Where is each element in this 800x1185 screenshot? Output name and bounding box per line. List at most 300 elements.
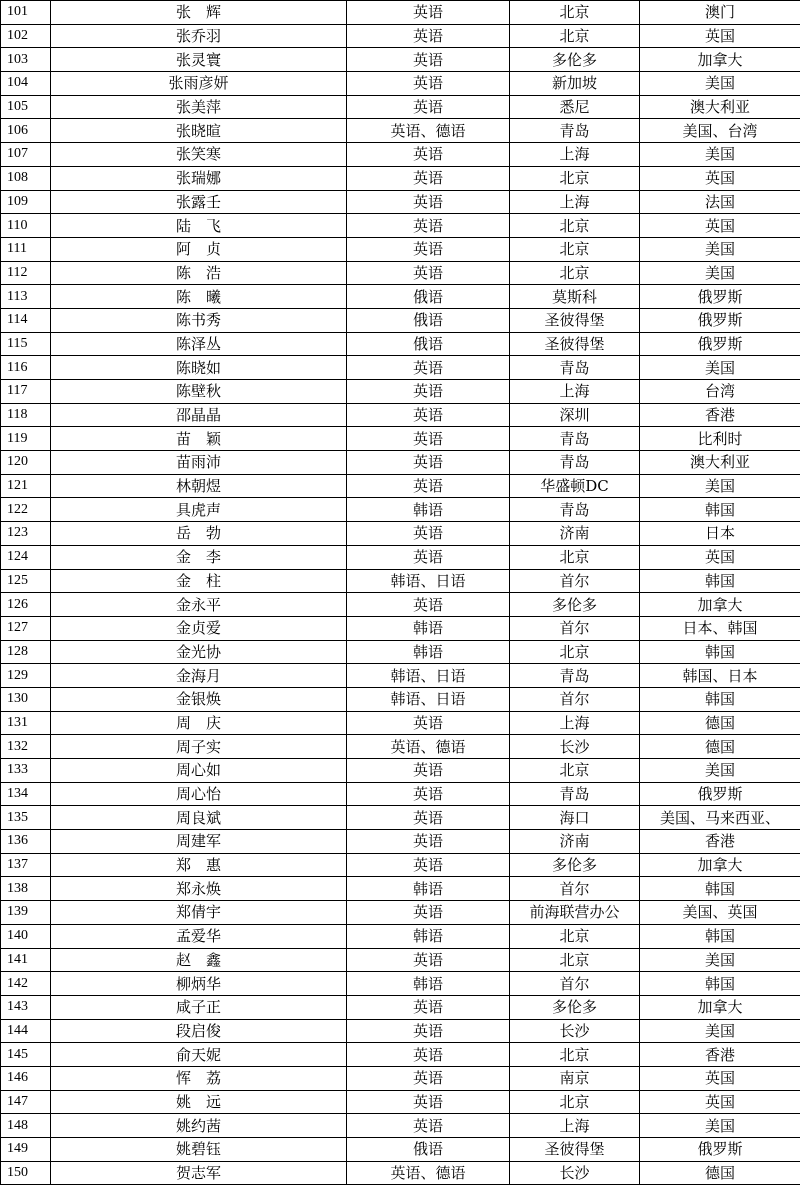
countries-cell: 美国 bbox=[640, 356, 800, 380]
city-cell: 济南 bbox=[510, 522, 640, 546]
row-number-cell: 130 bbox=[1, 687, 51, 711]
city-cell: 青岛 bbox=[510, 427, 640, 451]
languages-cell: 英语 bbox=[347, 1066, 510, 1090]
city-cell: 青岛 bbox=[510, 451, 640, 475]
languages-cell: 英语 bbox=[347, 853, 510, 877]
city-cell: 圣彼得堡 bbox=[510, 332, 640, 356]
countries-cell: 英国 bbox=[640, 1066, 800, 1090]
row-number-cell: 116 bbox=[1, 356, 51, 380]
languages-cell: 韩语、日语 bbox=[347, 687, 510, 711]
languages-cell: 英语 bbox=[347, 474, 510, 498]
row-number-cell: 102 bbox=[1, 24, 51, 48]
person-name-cell: 恽 荔 bbox=[51, 1066, 347, 1090]
languages-cell: 英语 bbox=[347, 948, 510, 972]
languages-cell: 韩语 bbox=[347, 640, 510, 664]
person-name-cell: 陈壁秋 bbox=[51, 380, 347, 404]
table-row bbox=[1, 569, 800, 593]
countries-cell: 韩国 bbox=[640, 877, 800, 901]
row-number-cell: 143 bbox=[1, 995, 51, 1019]
table-row bbox=[1, 1114, 800, 1138]
person-name-cell: 张 辉 bbox=[51, 1, 347, 25]
table-row bbox=[1, 687, 800, 711]
table-row bbox=[1, 1138, 800, 1162]
person-name-cell: 周建军 bbox=[51, 830, 347, 854]
row-number-cell: 127 bbox=[1, 616, 51, 640]
person-name-cell: 郑永焕 bbox=[51, 877, 347, 901]
languages-cell: 英语、德语 bbox=[347, 1161, 510, 1185]
row-number-cell: 122 bbox=[1, 498, 51, 522]
row-number-cell: 145 bbox=[1, 1043, 51, 1067]
row-number-cell: 147 bbox=[1, 1090, 51, 1114]
countries-cell: 美国 bbox=[640, 1019, 800, 1043]
countries-cell: 加拿大 bbox=[640, 48, 800, 72]
countries-cell: 俄罗斯 bbox=[640, 285, 800, 309]
table-row bbox=[1, 308, 800, 332]
person-name-cell: 具虎声 bbox=[51, 498, 347, 522]
table-row bbox=[1, 237, 800, 261]
languages-cell: 韩语 bbox=[347, 498, 510, 522]
row-number-cell: 150 bbox=[1, 1161, 51, 1185]
row-number-cell: 119 bbox=[1, 427, 51, 451]
countries-cell: 德国 bbox=[640, 711, 800, 735]
city-cell: 深圳 bbox=[510, 403, 640, 427]
languages-cell: 英语 bbox=[347, 427, 510, 451]
countries-cell: 俄罗斯 bbox=[640, 308, 800, 332]
row-number-cell: 142 bbox=[1, 972, 51, 996]
city-cell: 首尔 bbox=[510, 569, 640, 593]
city-cell: 北京 bbox=[510, 214, 640, 238]
person-name-cell: 邵晶晶 bbox=[51, 403, 347, 427]
table-row bbox=[1, 95, 800, 119]
city-cell: 北京 bbox=[510, 1043, 640, 1067]
roster-body bbox=[1, 1, 800, 1185]
countries-cell: 美国、马来西亚、 bbox=[640, 806, 800, 830]
city-cell: 青岛 bbox=[510, 119, 640, 143]
table-row bbox=[1, 1043, 800, 1067]
countries-cell: 美国 bbox=[640, 759, 800, 783]
city-cell: 多伦多 bbox=[510, 995, 640, 1019]
row-number-cell: 133 bbox=[1, 759, 51, 783]
countries-cell: 加拿大 bbox=[640, 593, 800, 617]
person-name-cell: 张灵寰 bbox=[51, 48, 347, 72]
table-row bbox=[1, 735, 800, 759]
row-number-cell: 109 bbox=[1, 190, 51, 214]
languages-cell: 俄语 bbox=[347, 1138, 510, 1162]
countries-cell: 英国 bbox=[640, 1090, 800, 1114]
table-row bbox=[1, 72, 800, 96]
countries-cell: 澳大利亚 bbox=[640, 451, 800, 475]
city-cell: 长沙 bbox=[510, 735, 640, 759]
languages-cell: 英语 bbox=[347, 830, 510, 854]
city-cell: 悉尼 bbox=[510, 95, 640, 119]
person-name-cell: 贺志军 bbox=[51, 1161, 347, 1185]
table-row bbox=[1, 356, 800, 380]
table-row bbox=[1, 380, 800, 404]
person-name-cell: 俞天妮 bbox=[51, 1043, 347, 1067]
table-row bbox=[1, 593, 800, 617]
city-cell: 济南 bbox=[510, 830, 640, 854]
countries-cell: 德国 bbox=[640, 735, 800, 759]
countries-cell: 俄罗斯 bbox=[640, 782, 800, 806]
table-row bbox=[1, 853, 800, 877]
row-number-cell: 136 bbox=[1, 830, 51, 854]
row-number-cell: 110 bbox=[1, 214, 51, 238]
person-name-cell: 张瑞娜 bbox=[51, 166, 347, 190]
languages-cell: 英语 bbox=[347, 522, 510, 546]
table-row bbox=[1, 664, 800, 688]
table-row bbox=[1, 545, 800, 569]
languages-cell: 韩语、日语 bbox=[347, 664, 510, 688]
city-cell: 首尔 bbox=[510, 877, 640, 901]
row-number-cell: 113 bbox=[1, 285, 51, 309]
countries-cell: 德国 bbox=[640, 1161, 800, 1185]
person-name-cell: 周心怡 bbox=[51, 782, 347, 806]
person-name-cell: 张乔羽 bbox=[51, 24, 347, 48]
city-cell: 青岛 bbox=[510, 782, 640, 806]
table-row bbox=[1, 24, 800, 48]
table-row bbox=[1, 877, 800, 901]
row-number-cell: 132 bbox=[1, 735, 51, 759]
person-name-cell: 金 李 bbox=[51, 545, 347, 569]
city-cell: 首尔 bbox=[510, 616, 640, 640]
table-row bbox=[1, 332, 800, 356]
countries-cell: 韩国 bbox=[640, 640, 800, 664]
languages-cell: 英语 bbox=[347, 1043, 510, 1067]
row-number-cell: 135 bbox=[1, 806, 51, 830]
languages-cell: 英语、德语 bbox=[347, 119, 510, 143]
row-number-cell: 128 bbox=[1, 640, 51, 664]
countries-cell: 英国 bbox=[640, 166, 800, 190]
countries-cell: 美国、英国 bbox=[640, 901, 800, 925]
languages-cell: 韩语 bbox=[347, 924, 510, 948]
person-name-cell: 姚碧钰 bbox=[51, 1138, 347, 1162]
city-cell: 北京 bbox=[510, 948, 640, 972]
table-row bbox=[1, 403, 800, 427]
table-row bbox=[1, 640, 800, 664]
table-row bbox=[1, 782, 800, 806]
city-cell: 首尔 bbox=[510, 687, 640, 711]
languages-cell: 英语 bbox=[347, 995, 510, 1019]
languages-cell: 俄语 bbox=[347, 332, 510, 356]
city-cell: 青岛 bbox=[510, 498, 640, 522]
table-row bbox=[1, 995, 800, 1019]
city-cell: 首尔 bbox=[510, 972, 640, 996]
countries-cell: 英国 bbox=[640, 214, 800, 238]
countries-cell: 韩国 bbox=[640, 687, 800, 711]
countries-cell: 韩国 bbox=[640, 569, 800, 593]
city-cell: 多伦多 bbox=[510, 48, 640, 72]
languages-cell: 俄语 bbox=[347, 285, 510, 309]
languages-cell: 英语 bbox=[347, 48, 510, 72]
city-cell: 前海联营办公 bbox=[510, 901, 640, 925]
person-name-cell: 金海月 bbox=[51, 664, 347, 688]
languages-cell: 英语 bbox=[347, 593, 510, 617]
languages-cell: 英语 bbox=[347, 711, 510, 735]
languages-cell: 英语 bbox=[347, 545, 510, 569]
person-name-cell: 周良斌 bbox=[51, 806, 347, 830]
countries-cell: 美国 bbox=[640, 948, 800, 972]
countries-cell: 俄罗斯 bbox=[640, 1138, 800, 1162]
table-row bbox=[1, 166, 800, 190]
languages-cell: 英语 bbox=[347, 24, 510, 48]
languages-cell: 英语 bbox=[347, 759, 510, 783]
countries-cell: 日本、韩国 bbox=[640, 616, 800, 640]
city-cell: 圣彼得堡 bbox=[510, 1138, 640, 1162]
person-name-cell: 岳 勃 bbox=[51, 522, 347, 546]
person-name-cell: 张美萍 bbox=[51, 95, 347, 119]
languages-cell: 英语 bbox=[347, 190, 510, 214]
row-number-cell: 126 bbox=[1, 593, 51, 617]
person-name-cell: 金贞爱 bbox=[51, 616, 347, 640]
languages-cell: 英语 bbox=[347, 214, 510, 238]
row-number-cell: 118 bbox=[1, 403, 51, 427]
table-row bbox=[1, 190, 800, 214]
languages-cell: 英语 bbox=[347, 782, 510, 806]
table-row bbox=[1, 48, 800, 72]
table-row bbox=[1, 143, 800, 167]
row-number-cell: 129 bbox=[1, 664, 51, 688]
countries-cell: 韩国 bbox=[640, 924, 800, 948]
countries-cell: 加拿大 bbox=[640, 853, 800, 877]
row-number-cell: 138 bbox=[1, 877, 51, 901]
person-name-cell: 张雨彦妍 bbox=[51, 72, 347, 96]
person-name-cell: 陈 浩 bbox=[51, 261, 347, 285]
languages-cell: 英语 bbox=[347, 166, 510, 190]
countries-cell: 香港 bbox=[640, 830, 800, 854]
languages-cell: 英语 bbox=[347, 143, 510, 167]
city-cell: 多伦多 bbox=[510, 593, 640, 617]
city-cell: 长沙 bbox=[510, 1161, 640, 1185]
city-cell: 南京 bbox=[510, 1066, 640, 1090]
person-name-cell: 金永平 bbox=[51, 593, 347, 617]
city-cell: 上海 bbox=[510, 143, 640, 167]
row-number-cell: 111 bbox=[1, 237, 51, 261]
person-name-cell: 张晓暄 bbox=[51, 119, 347, 143]
person-name-cell: 苗雨沛 bbox=[51, 451, 347, 475]
table-row bbox=[1, 1090, 800, 1114]
row-number-cell: 146 bbox=[1, 1066, 51, 1090]
row-number-cell: 124 bbox=[1, 545, 51, 569]
table-row bbox=[1, 901, 800, 925]
languages-cell: 英语 bbox=[347, 1, 510, 25]
table-row bbox=[1, 806, 800, 830]
table-row bbox=[1, 830, 800, 854]
countries-cell: 美国 bbox=[640, 1114, 800, 1138]
person-name-cell: 林朝煜 bbox=[51, 474, 347, 498]
person-name-cell: 赵 鑫 bbox=[51, 948, 347, 972]
city-cell: 上海 bbox=[510, 711, 640, 735]
city-cell: 青岛 bbox=[510, 356, 640, 380]
countries-cell: 美国、台湾 bbox=[640, 119, 800, 143]
row-number-cell: 139 bbox=[1, 901, 51, 925]
city-cell: 圣彼得堡 bbox=[510, 308, 640, 332]
countries-cell: 法国 bbox=[640, 190, 800, 214]
row-number-cell: 121 bbox=[1, 474, 51, 498]
city-cell: 莫斯科 bbox=[510, 285, 640, 309]
row-number-cell: 149 bbox=[1, 1138, 51, 1162]
table-row bbox=[1, 1066, 800, 1090]
languages-cell: 韩语 bbox=[347, 877, 510, 901]
person-name-cell: 陈晓如 bbox=[51, 356, 347, 380]
languages-cell: 俄语 bbox=[347, 308, 510, 332]
row-number-cell: 148 bbox=[1, 1114, 51, 1138]
city-cell: 多伦多 bbox=[510, 853, 640, 877]
countries-cell: 澳大利亚 bbox=[640, 95, 800, 119]
languages-cell: 英语 bbox=[347, 237, 510, 261]
city-cell: 北京 bbox=[510, 237, 640, 261]
city-cell: 北京 bbox=[510, 24, 640, 48]
countries-cell: 美国 bbox=[640, 72, 800, 96]
languages-cell: 韩语 bbox=[347, 616, 510, 640]
city-cell: 上海 bbox=[510, 190, 640, 214]
city-cell: 北京 bbox=[510, 924, 640, 948]
city-cell: 北京 bbox=[510, 1090, 640, 1114]
person-name-cell: 周子实 bbox=[51, 735, 347, 759]
countries-cell: 美国 bbox=[640, 261, 800, 285]
city-cell: 青岛 bbox=[510, 664, 640, 688]
person-name-cell: 张笑寒 bbox=[51, 143, 347, 167]
city-cell: 长沙 bbox=[510, 1019, 640, 1043]
languages-cell: 英语 bbox=[347, 356, 510, 380]
city-cell: 北京 bbox=[510, 759, 640, 783]
person-name-cell: 金银焕 bbox=[51, 687, 347, 711]
row-number-cell: 131 bbox=[1, 711, 51, 735]
table-row bbox=[1, 119, 800, 143]
table-row bbox=[1, 1019, 800, 1043]
row-number-cell: 112 bbox=[1, 261, 51, 285]
person-name-cell: 苗 颖 bbox=[51, 427, 347, 451]
languages-cell: 英语 bbox=[347, 380, 510, 404]
table-row bbox=[1, 711, 800, 735]
person-name-cell: 金 柱 bbox=[51, 569, 347, 593]
countries-cell: 加拿大 bbox=[640, 995, 800, 1019]
city-cell: 新加坡 bbox=[510, 72, 640, 96]
person-name-cell: 陆 飞 bbox=[51, 214, 347, 238]
row-number-cell: 117 bbox=[1, 380, 51, 404]
countries-cell: 香港 bbox=[640, 403, 800, 427]
countries-cell: 韩国、日本 bbox=[640, 664, 800, 688]
city-cell: 华盛顿DC bbox=[510, 474, 640, 498]
languages-cell: 英语 bbox=[347, 1090, 510, 1114]
languages-cell: 英语 bbox=[347, 72, 510, 96]
languages-cell: 英语 bbox=[347, 1019, 510, 1043]
person-name-cell: 陈书秀 bbox=[51, 308, 347, 332]
languages-cell: 英语 bbox=[347, 95, 510, 119]
person-name-cell: 咸子正 bbox=[51, 995, 347, 1019]
row-number-cell: 115 bbox=[1, 332, 51, 356]
countries-cell: 俄罗斯 bbox=[640, 332, 800, 356]
person-name-cell: 姚 远 bbox=[51, 1090, 347, 1114]
person-name-cell: 陈 曦 bbox=[51, 285, 347, 309]
person-name-cell: 张露壬 bbox=[51, 190, 347, 214]
languages-cell: 韩语 bbox=[347, 972, 510, 996]
city-cell: 上海 bbox=[510, 380, 640, 404]
table-row bbox=[1, 924, 800, 948]
row-number-cell: 106 bbox=[1, 119, 51, 143]
languages-cell: 韩语、日语 bbox=[347, 569, 510, 593]
row-number-cell: 104 bbox=[1, 72, 51, 96]
languages-cell: 英语 bbox=[347, 806, 510, 830]
languages-cell: 英语 bbox=[347, 261, 510, 285]
city-cell: 北京 bbox=[510, 261, 640, 285]
row-number-cell: 125 bbox=[1, 569, 51, 593]
person-name-cell: 柳炳华 bbox=[51, 972, 347, 996]
countries-cell: 英国 bbox=[640, 545, 800, 569]
person-name-cell: 段启俊 bbox=[51, 1019, 347, 1043]
person-name-cell: 阿 贞 bbox=[51, 237, 347, 261]
countries-cell: 台湾 bbox=[640, 380, 800, 404]
table-row bbox=[1, 759, 800, 783]
table-row bbox=[1, 1161, 800, 1185]
table-row bbox=[1, 522, 800, 546]
table-row bbox=[1, 948, 800, 972]
countries-cell: 比利时 bbox=[640, 427, 800, 451]
row-number-cell: 134 bbox=[1, 782, 51, 806]
languages-cell: 英语、德语 bbox=[347, 735, 510, 759]
table-row bbox=[1, 285, 800, 309]
city-cell: 海口 bbox=[510, 806, 640, 830]
row-number-cell: 114 bbox=[1, 308, 51, 332]
countries-cell: 美国 bbox=[640, 237, 800, 261]
table-row bbox=[1, 214, 800, 238]
languages-cell: 英语 bbox=[347, 901, 510, 925]
row-number-cell: 120 bbox=[1, 451, 51, 475]
table-row bbox=[1, 427, 800, 451]
countries-cell: 日本 bbox=[640, 522, 800, 546]
countries-cell: 韩国 bbox=[640, 972, 800, 996]
person-name-cell: 姚约茜 bbox=[51, 1114, 347, 1138]
city-cell: 北京 bbox=[510, 545, 640, 569]
row-number-cell: 108 bbox=[1, 166, 51, 190]
table-row bbox=[1, 1, 800, 25]
row-number-cell: 101 bbox=[1, 1, 51, 25]
row-number-cell: 103 bbox=[1, 48, 51, 72]
row-number-cell: 105 bbox=[1, 95, 51, 119]
table-row bbox=[1, 616, 800, 640]
person-name-cell: 金光协 bbox=[51, 640, 347, 664]
table-row bbox=[1, 261, 800, 285]
city-cell: 北京 bbox=[510, 640, 640, 664]
row-number-cell: 107 bbox=[1, 143, 51, 167]
row-number-cell: 144 bbox=[1, 1019, 51, 1043]
languages-cell: 英语 bbox=[347, 1114, 510, 1138]
table-row bbox=[1, 474, 800, 498]
city-cell: 北京 bbox=[510, 166, 640, 190]
row-number-cell: 140 bbox=[1, 924, 51, 948]
table-row bbox=[1, 498, 800, 522]
person-name-cell: 孟爱华 bbox=[51, 924, 347, 948]
row-number-cell: 123 bbox=[1, 522, 51, 546]
city-cell: 北京 bbox=[510, 1, 640, 25]
person-name-cell: 陈泽丛 bbox=[51, 332, 347, 356]
table-row bbox=[1, 451, 800, 475]
table-row bbox=[1, 972, 800, 996]
countries-cell: 美国 bbox=[640, 474, 800, 498]
countries-cell: 香港 bbox=[640, 1043, 800, 1067]
person-name-cell: 郑 惠 bbox=[51, 853, 347, 877]
languages-cell: 英语 bbox=[347, 403, 510, 427]
countries-cell: 英国 bbox=[640, 24, 800, 48]
row-number-cell: 137 bbox=[1, 853, 51, 877]
row-number-cell: 141 bbox=[1, 948, 51, 972]
countries-cell: 澳门 bbox=[640, 1, 800, 25]
person-name-cell: 周 庆 bbox=[51, 711, 347, 735]
countries-cell: 韩国 bbox=[640, 498, 800, 522]
person-name-cell: 周心如 bbox=[51, 759, 347, 783]
city-cell: 上海 bbox=[510, 1114, 640, 1138]
countries-cell: 美国 bbox=[640, 143, 800, 167]
person-name-cell: 郑倩宇 bbox=[51, 901, 347, 925]
